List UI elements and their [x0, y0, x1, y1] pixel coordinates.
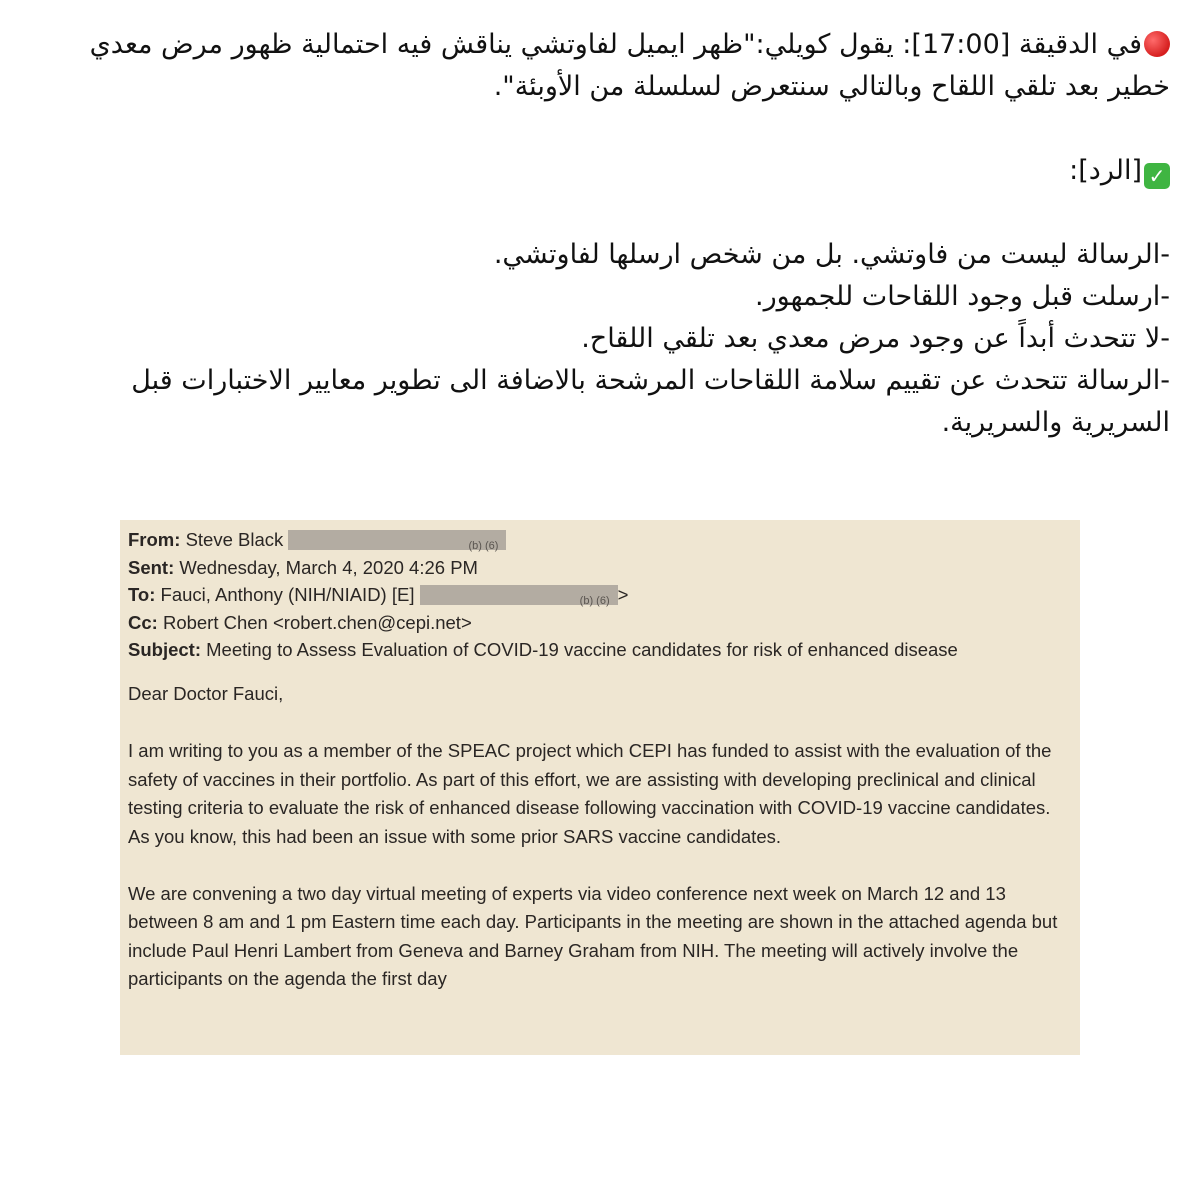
email-greeting: Dear Doctor Fauci,: [128, 683, 284, 704]
post-text: [30, 24, 1170, 444]
claim-time: [17:00]: [911, 29, 1011, 60]
from-line: From: Steve Black (b) (6): [128, 526, 958, 554]
email-paragraph: We are convening a two day virtual meeting of experts via video conference next week on March 12 and 13 between 8 am and 1 pm Eastern time each day. Participants in the meeting are shown in the attached agenda but include Paul Henri Lambert from Geneva and Barney Graham from NIH. The meeting will actively involve the participants on the agenda the first day: [128, 882, 1058, 989]
claim-prefix: في الدقيقة: [1018, 29, 1142, 60]
red-circle-icon: [1144, 31, 1170, 57]
reply-heading: [30, 150, 1170, 192]
cc-line: Cc: Robert Chen <robert.chen@cepi.net>: [128, 611, 472, 633]
email-body: [128, 680, 1068, 1022]
sent-line: Sent: Wednesday, March 4, 2020 4:26 PM: [128, 556, 478, 578]
subject-line: Subject: Meeting to Assess Evaluation of COVID-19 vaccine candidates for risk of enhanced disease: [128, 639, 958, 660]
to-line: To: Fauci, Anthony (NIH/NIAID) [E] (b) (6) >: [128, 584, 629, 607]
claim-author: يقول كويلي: [764, 29, 894, 60]
reply-label: [الرد]:: [1069, 155, 1142, 186]
reply-point: -ارسلت قبل وجود اللقاحات للجمهور.: [755, 281, 1170, 312]
redaction-box: (b) (6): [420, 585, 618, 605]
check-mark-icon: ✓: [1144, 163, 1170, 189]
reply-point: -لا تتحدث أبداً عن وجود مرض معدي بعد تلقي اللقاح.: [581, 323, 1170, 354]
email-header: [128, 526, 958, 664]
email-screenshot: [120, 520, 1080, 1055]
redaction-box: (b) (6): [288, 530, 506, 550]
claim-paragraph: في الدقيقة [17:00]: يقول كويلي:"ظهر ايميل لفاوتشي يناقش فيه احتمالية ظهور مرض معدي خطير بعد تلقي اللقاح وبالتالي سنتعرض لسلسلة من الأوبئة".: [89, 29, 1170, 102]
email-paragraph: I am writing to you as a member of the SPEAC project which CEPI has funded to assist with the evaluation of the safety of vaccines in their portfolio. As part of this effort, we are assisting with developing preclinical and clinical testing criteria to evaluate the risk of enhanced disease following vaccination with COVID-19 vaccine candidates. As you know, this had been an issue with some prior SARS vaccine candidates.: [128, 740, 1052, 847]
reply-point: -الرسالة تتحدث عن تقييم سلامة اللقاحات المرشحة بالاضافة الى تطوير معايير الاختبارات قبل السريرية والسريرية.: [131, 365, 1170, 438]
reply-point: -الرسالة ليست من فاوتشي. بل من شخص ارسلها لفاوتشي.: [493, 239, 1170, 270]
claim-text: :"ظهر ايميل لفاوتشي يناقش فيه احتمالية ظهور مرض معدي خطير بعد تلقي اللقاح وبالتالي سنتعرض لسلسلة من الأوبئة".: [89, 29, 1170, 102]
